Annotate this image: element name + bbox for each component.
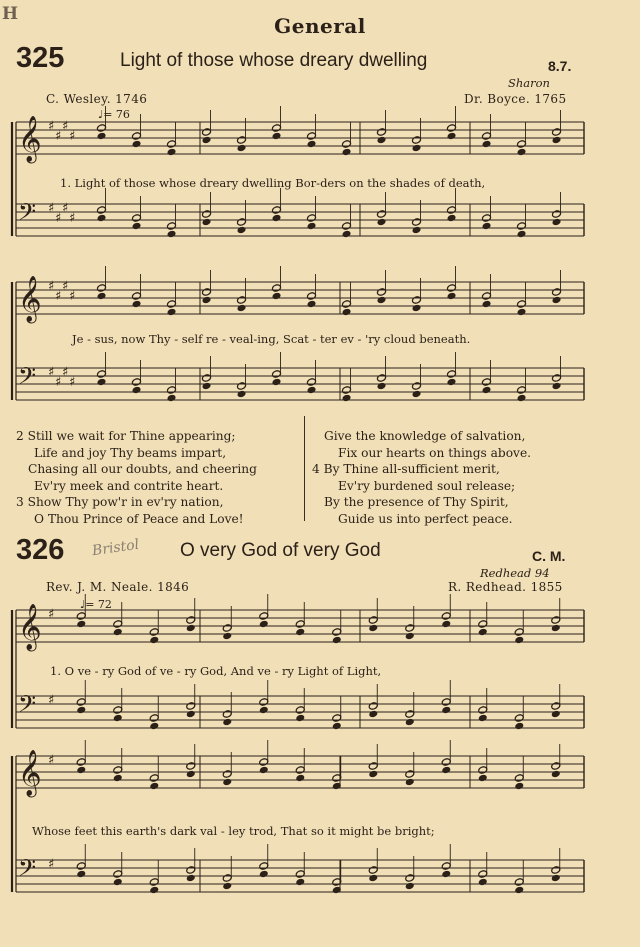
note-head bbox=[76, 620, 86, 629]
treble-clef-icon: 𝄞 bbox=[18, 116, 42, 162]
note-head bbox=[167, 386, 177, 395]
note-head bbox=[149, 628, 159, 637]
hymn-title: Light of those whose dreary dwelling bbox=[120, 50, 428, 71]
composer-credit: R. Redhead. 1855 bbox=[448, 580, 563, 594]
note-head bbox=[332, 628, 342, 637]
note-head bbox=[222, 882, 232, 891]
note-head bbox=[441, 698, 451, 707]
note-head bbox=[202, 218, 212, 227]
note-head bbox=[405, 874, 415, 883]
note-head bbox=[482, 132, 492, 141]
note-head bbox=[272, 124, 282, 133]
note-head bbox=[405, 624, 415, 633]
note-head bbox=[222, 718, 232, 727]
note-head bbox=[97, 214, 107, 223]
note-head bbox=[307, 222, 317, 231]
hymn-number: 325 bbox=[16, 42, 65, 74]
note-head bbox=[412, 136, 422, 145]
note-head bbox=[307, 132, 317, 141]
note-head bbox=[307, 140, 317, 149]
tune-name: Sharon bbox=[508, 76, 550, 90]
author-credit: Rev. J. M. Neale. 1846 bbox=[46, 580, 190, 594]
note-head bbox=[132, 378, 142, 387]
note-head bbox=[272, 370, 282, 379]
note-head bbox=[478, 878, 488, 887]
note-head bbox=[167, 308, 177, 317]
note-head bbox=[295, 878, 305, 887]
treble-clef-icon: 𝄞 bbox=[18, 276, 42, 322]
note-head bbox=[514, 886, 524, 895]
note-head bbox=[202, 136, 212, 145]
note-head bbox=[272, 206, 282, 215]
stanza-line: 4 By Thine all-sufficient merit, bbox=[312, 462, 500, 476]
note-head bbox=[478, 628, 488, 637]
note-head bbox=[202, 210, 212, 219]
lyrics-line-2: Je - sus, now Thy - self re - veal-ing, Scat - ter ev - 'ry cloud beneath. bbox=[72, 332, 471, 346]
stanzas-right bbox=[312, 428, 531, 527]
note-head bbox=[405, 718, 415, 727]
note-head bbox=[259, 698, 269, 707]
column-divider bbox=[304, 416, 305, 521]
note-head bbox=[97, 370, 107, 379]
note-head bbox=[405, 632, 415, 641]
note-head bbox=[478, 706, 488, 715]
note-head bbox=[132, 140, 142, 149]
note-head bbox=[149, 886, 159, 895]
note-head bbox=[342, 140, 352, 149]
note-head bbox=[113, 878, 123, 887]
sharp-icon: ♯ bbox=[48, 279, 55, 294]
note-head bbox=[167, 394, 177, 403]
note-head bbox=[332, 722, 342, 731]
note-head bbox=[478, 620, 488, 629]
note-head bbox=[551, 762, 561, 771]
note-head bbox=[447, 132, 457, 141]
note-head bbox=[202, 128, 212, 137]
note-head bbox=[295, 766, 305, 775]
note-head bbox=[295, 714, 305, 723]
note-head bbox=[113, 706, 123, 715]
lyrics-line-1: 1. O ve - ry God of ve - ry God, And ve - ry Light of Light, bbox=[50, 664, 382, 678]
note-head bbox=[551, 616, 561, 625]
note-head bbox=[552, 218, 562, 227]
quarter-note-icon: ♩ bbox=[98, 108, 104, 121]
note-head bbox=[222, 770, 232, 779]
note-head bbox=[377, 382, 387, 391]
treble-clef-icon: 𝄞 bbox=[18, 750, 42, 796]
sharp-icon: ♯ bbox=[55, 289, 62, 304]
stanza-line: Chasing all our doubts, and cheering bbox=[28, 462, 257, 476]
note-head bbox=[202, 374, 212, 383]
note-head bbox=[552, 136, 562, 145]
note-head bbox=[517, 140, 527, 149]
stanza-line: Fix our hearts on things above. bbox=[338, 445, 532, 460]
note-head bbox=[272, 292, 282, 301]
note-head bbox=[482, 292, 492, 301]
sharp-icon: ♯ bbox=[62, 279, 69, 294]
note-head bbox=[441, 620, 451, 629]
note-head bbox=[517, 222, 527, 231]
note-head bbox=[447, 206, 457, 215]
note-head bbox=[342, 386, 352, 395]
note-head bbox=[482, 378, 492, 387]
note-head bbox=[295, 774, 305, 783]
note-head bbox=[132, 386, 142, 395]
note-head bbox=[441, 612, 451, 621]
hymn-title: O very God of very God bbox=[180, 540, 381, 561]
note-head bbox=[202, 296, 212, 305]
note-head bbox=[259, 612, 269, 621]
note-head bbox=[514, 782, 524, 791]
note-head bbox=[377, 210, 387, 219]
note-head bbox=[259, 706, 269, 715]
note-head bbox=[342, 148, 352, 157]
note-head bbox=[552, 288, 562, 297]
note-head bbox=[447, 284, 457, 293]
sharp-icon: ♯ bbox=[69, 289, 76, 304]
note-head bbox=[113, 774, 123, 783]
note-head bbox=[186, 866, 196, 875]
note-head bbox=[441, 766, 451, 775]
note-head bbox=[222, 624, 232, 633]
lyrics-line-1: 1. Light of those whose dreary dwelling Bor-ders on the shades of death, bbox=[60, 176, 486, 190]
sharp-icon: ♯ bbox=[62, 119, 69, 134]
note-head bbox=[272, 214, 282, 223]
note-head bbox=[405, 778, 415, 787]
stanza-line: 3 Show Thy pow'r in ev'ry nation, bbox=[16, 495, 224, 509]
note-head bbox=[132, 214, 142, 223]
note-head bbox=[368, 762, 378, 771]
note-head bbox=[368, 874, 378, 883]
hymn-meter: 8.7. bbox=[548, 58, 572, 74]
note-head bbox=[405, 882, 415, 891]
note-head bbox=[149, 636, 159, 645]
sharp-icon: ♯ bbox=[69, 211, 76, 226]
note-head bbox=[222, 710, 232, 719]
note-head bbox=[517, 386, 527, 395]
note-head bbox=[113, 628, 123, 637]
note-head bbox=[295, 620, 305, 629]
note-head bbox=[97, 292, 107, 301]
note-head bbox=[97, 284, 107, 293]
bass-clef-icon: 𝄢 bbox=[18, 198, 37, 231]
sharp-icon: ♯ bbox=[62, 365, 69, 380]
note-head bbox=[97, 378, 107, 387]
note-head bbox=[132, 300, 142, 309]
note-head bbox=[259, 758, 269, 767]
note-head bbox=[551, 770, 561, 779]
note-head bbox=[482, 386, 492, 395]
note-head bbox=[237, 390, 247, 399]
stanza-line: By the presence of Thy Spirit, bbox=[324, 495, 509, 509]
sharp-icon: ♯ bbox=[48, 365, 55, 380]
stanza-line: Ev'ry meek and contrite heart. bbox=[34, 478, 224, 493]
pencil-annotation: Bristol bbox=[91, 536, 141, 560]
note-head bbox=[441, 758, 451, 767]
note-head bbox=[552, 210, 562, 219]
note-head bbox=[76, 706, 86, 715]
sharp-icon: ♯ bbox=[55, 129, 62, 144]
note-head bbox=[76, 862, 86, 871]
note-head bbox=[237, 226, 247, 235]
note-head bbox=[552, 296, 562, 305]
note-head bbox=[132, 222, 142, 231]
stanza-line: Life and joy Thy beams impart, bbox=[34, 445, 227, 460]
note-head bbox=[412, 390, 422, 399]
note-head bbox=[222, 632, 232, 641]
note-head bbox=[149, 722, 159, 731]
note-head bbox=[167, 140, 177, 149]
note-head bbox=[405, 770, 415, 779]
note-head bbox=[377, 296, 387, 305]
note-head bbox=[447, 124, 457, 133]
note-head bbox=[478, 766, 488, 775]
note-head bbox=[517, 148, 527, 157]
note-head bbox=[202, 288, 212, 297]
sharp-icon: ♯ bbox=[55, 211, 62, 226]
sharp-icon: ♯ bbox=[48, 693, 55, 708]
note-head bbox=[186, 710, 196, 719]
lyrics-line-2: Whose feet this earth's dark val - ley trod, That so it might be bright; bbox=[32, 824, 435, 838]
note-head bbox=[342, 308, 352, 317]
note-head bbox=[517, 308, 527, 317]
bass-clef-icon: 𝄢 bbox=[18, 690, 37, 723]
composer-credit: Dr. Boyce. 1765 bbox=[464, 92, 567, 106]
note-head bbox=[259, 870, 269, 879]
note-head bbox=[447, 370, 457, 379]
note-head bbox=[307, 214, 317, 223]
note-head bbox=[149, 782, 159, 791]
note-head bbox=[272, 132, 282, 141]
stanza-line: Give the knowledge of salvation, bbox=[324, 429, 526, 443]
note-head bbox=[478, 714, 488, 723]
note-head bbox=[307, 300, 317, 309]
note-head bbox=[447, 378, 457, 387]
section-title: General bbox=[274, 14, 366, 38]
note-head bbox=[482, 214, 492, 223]
stanza-line: Ev'ry burdened soul release; bbox=[338, 478, 516, 493]
note-head bbox=[97, 124, 107, 133]
sharp-icon: ♯ bbox=[48, 201, 55, 216]
sharp-icon: ♯ bbox=[55, 375, 62, 390]
bass-clef-icon: 𝄢 bbox=[18, 854, 37, 887]
note-head bbox=[405, 710, 415, 719]
note-head bbox=[552, 382, 562, 391]
note-head bbox=[237, 382, 247, 391]
stanza-line: Guide us into perfect peace. bbox=[338, 511, 513, 526]
note-head bbox=[441, 870, 451, 879]
author-credit: C. Wesley. 1746 bbox=[46, 92, 148, 106]
note-head bbox=[514, 878, 524, 887]
note-head bbox=[186, 624, 196, 633]
note-head bbox=[97, 132, 107, 141]
note-head bbox=[76, 870, 86, 879]
note-head bbox=[76, 758, 86, 767]
sharp-icon: ♯ bbox=[48, 607, 55, 622]
note-head bbox=[482, 140, 492, 149]
note-head bbox=[167, 300, 177, 309]
note-head bbox=[259, 620, 269, 629]
note-head bbox=[149, 878, 159, 887]
note-head bbox=[342, 222, 352, 231]
note-head bbox=[447, 292, 457, 301]
note-head bbox=[377, 218, 387, 227]
note-head bbox=[167, 230, 177, 239]
note-head bbox=[368, 702, 378, 711]
note-head bbox=[377, 374, 387, 383]
note-head bbox=[307, 292, 317, 301]
note-head bbox=[377, 136, 387, 145]
stanza-line: O Thou Prince of Peace and Love! bbox=[34, 511, 244, 526]
note-head bbox=[377, 128, 387, 137]
note-head bbox=[307, 378, 317, 387]
note-head bbox=[368, 710, 378, 719]
note-head bbox=[552, 128, 562, 137]
note-head bbox=[342, 394, 352, 403]
bass-clef-icon: 𝄢 bbox=[18, 362, 37, 395]
note-head bbox=[342, 300, 352, 309]
note-head bbox=[412, 144, 422, 153]
sharp-icon: ♯ bbox=[62, 201, 69, 216]
note-head bbox=[377, 288, 387, 297]
note-head bbox=[167, 222, 177, 231]
note-head bbox=[76, 612, 86, 621]
note-head bbox=[222, 874, 232, 883]
note-head bbox=[76, 698, 86, 707]
note-head bbox=[368, 624, 378, 633]
note-head bbox=[186, 762, 196, 771]
note-head bbox=[552, 374, 562, 383]
note-head bbox=[132, 292, 142, 301]
note-head bbox=[514, 636, 524, 645]
sharp-icon: ♯ bbox=[48, 753, 55, 768]
quarter-note-icon: ♩ bbox=[80, 598, 86, 611]
note-head bbox=[237, 136, 247, 145]
note-head bbox=[342, 230, 352, 239]
note-head bbox=[478, 774, 488, 783]
sharp-icon: ♯ bbox=[48, 119, 55, 134]
note-head bbox=[113, 620, 123, 629]
note-head bbox=[97, 206, 107, 215]
hymn-meter: C. M. bbox=[532, 548, 566, 564]
note-head bbox=[514, 722, 524, 731]
note-head bbox=[237, 144, 247, 153]
note-head bbox=[517, 394, 527, 403]
note-head bbox=[202, 382, 212, 391]
note-head bbox=[551, 702, 561, 711]
note-head bbox=[412, 218, 422, 227]
note-head bbox=[167, 148, 177, 157]
note-head bbox=[186, 702, 196, 711]
treble-clef-icon: 𝄞 bbox=[18, 604, 42, 650]
note-head bbox=[482, 300, 492, 309]
note-head bbox=[186, 874, 196, 883]
note-head bbox=[186, 616, 196, 625]
note-head bbox=[237, 304, 247, 313]
note-head bbox=[412, 226, 422, 235]
note-head bbox=[514, 714, 524, 723]
note-head bbox=[551, 624, 561, 633]
stanzas-left bbox=[16, 428, 257, 527]
hymn-number: 326 bbox=[16, 534, 65, 566]
note-head bbox=[186, 770, 196, 779]
tempo-marking: ♩= 76 bbox=[98, 108, 130, 121]
sharp-icon: ♯ bbox=[69, 375, 76, 390]
tempo-marking: ♩= 72 bbox=[80, 598, 112, 611]
note-head bbox=[295, 706, 305, 715]
note-head bbox=[412, 304, 422, 313]
note-head bbox=[307, 386, 317, 395]
note-head bbox=[478, 870, 488, 879]
stanza-line: 2 Still we wait for Thine appearing; bbox=[16, 429, 236, 443]
note-head bbox=[132, 132, 142, 141]
note-head bbox=[237, 296, 247, 305]
note-head bbox=[272, 284, 282, 293]
note-head bbox=[259, 766, 269, 775]
note-head bbox=[222, 778, 232, 787]
note-head bbox=[149, 714, 159, 723]
note-head bbox=[517, 300, 527, 309]
note-head bbox=[514, 774, 524, 783]
note-head bbox=[482, 222, 492, 231]
note-head bbox=[113, 714, 123, 723]
note-head bbox=[441, 706, 451, 715]
note-head bbox=[551, 710, 561, 719]
note-head bbox=[237, 218, 247, 227]
note-head bbox=[412, 382, 422, 391]
note-head bbox=[295, 628, 305, 637]
note-head bbox=[514, 628, 524, 637]
note-head bbox=[332, 636, 342, 645]
note-head bbox=[517, 230, 527, 239]
note-head bbox=[368, 770, 378, 779]
corner-pencil-mark: H bbox=[2, 4, 19, 24]
sharp-icon: ♯ bbox=[69, 129, 76, 144]
note-head bbox=[272, 378, 282, 387]
note-head bbox=[551, 866, 561, 875]
note-head bbox=[76, 766, 86, 775]
sharp-icon: ♯ bbox=[48, 857, 55, 872]
note-head bbox=[447, 214, 457, 223]
tune-name: Redhead 94 bbox=[480, 566, 550, 580]
note-head bbox=[368, 616, 378, 625]
note-head bbox=[368, 866, 378, 875]
note-head bbox=[332, 714, 342, 723]
note-head bbox=[551, 874, 561, 883]
note-head bbox=[412, 296, 422, 305]
note-head bbox=[149, 774, 159, 783]
note-head bbox=[441, 862, 451, 871]
note-head bbox=[259, 862, 269, 871]
note-head bbox=[295, 870, 305, 879]
note-head bbox=[113, 870, 123, 879]
note-head bbox=[113, 766, 123, 775]
